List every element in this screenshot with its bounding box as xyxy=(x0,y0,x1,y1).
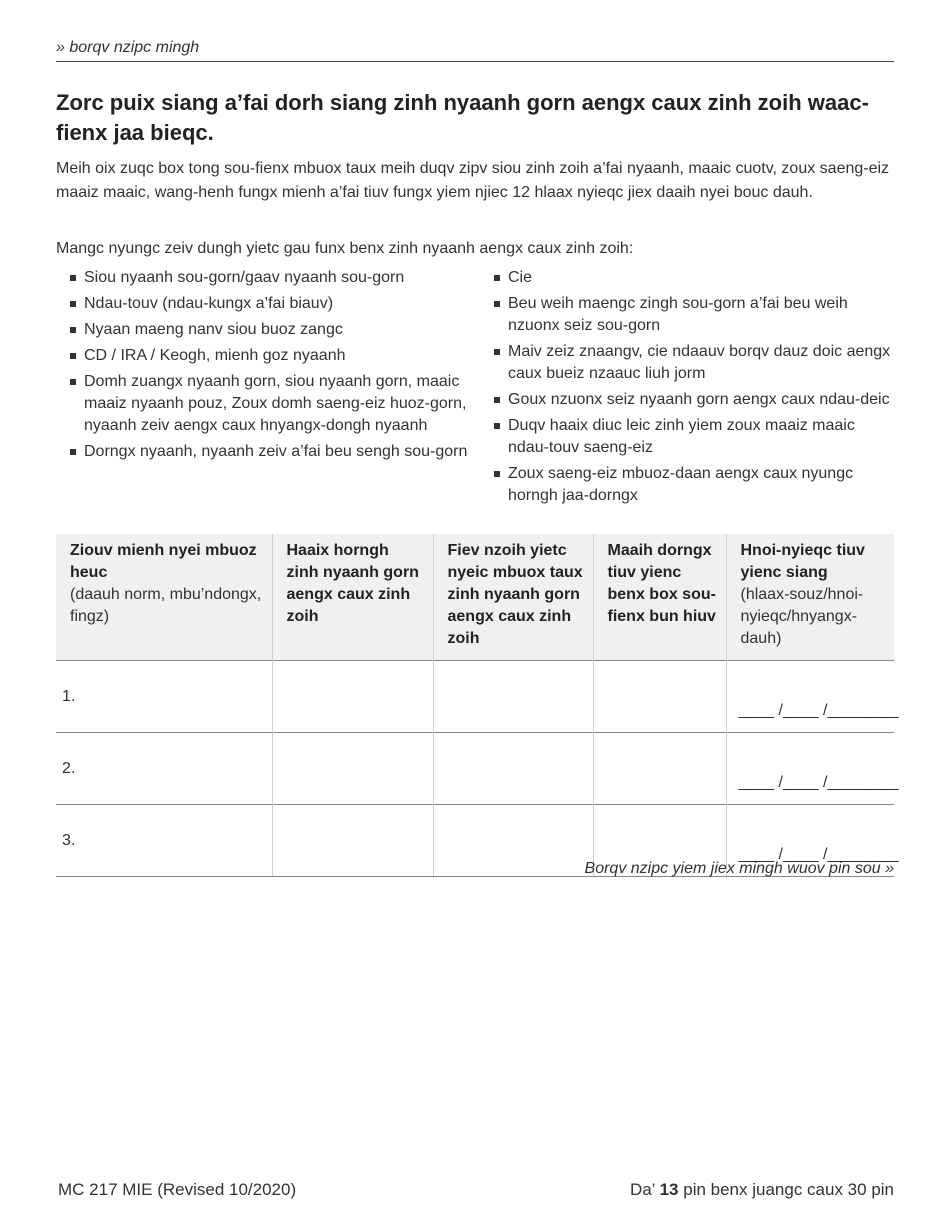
column-header-asset-description xyxy=(433,534,593,661)
list-item: Maiv zeiz znaangv, cie ndaauv borqv dauz doic aengx caux bueiz nzaauc liuh jorm xyxy=(494,341,894,385)
header-bold-text: Fiev nzoih yietc nyeic mbuox taux zinh nyaanh gorn aengx caux zinh zoih xyxy=(447,542,583,647)
asset-description-cell[interactable] xyxy=(433,661,593,733)
list-item: Dorngx nyaanh, nyaanh zeiv a’fai beu sengh sou-gorn xyxy=(70,441,494,463)
list-lead-text: Mangc nyungc zeiv dungh yietc gau funx benx zinh nyaanh aengx caux zinh zoih: xyxy=(56,240,634,257)
page-number xyxy=(630,1180,894,1200)
header-bold-text: Maaih dorngx tiuv yienc benx box sou-fienx bun hiuv xyxy=(607,542,716,625)
asset-type-cell[interactable] xyxy=(272,733,433,805)
date-field[interactable]: ____ /____ /________ xyxy=(726,805,894,877)
running-header: » borqv nzipc mingh xyxy=(56,39,894,62)
asset-list-right xyxy=(494,267,894,511)
list-item: CD / IRA / Keogh, mienh goz nyaanh xyxy=(70,345,494,367)
header-bold-text: Ziouv mienh nyei mbuoz heuc xyxy=(70,542,257,581)
list-item: Domh zuangx nyaanh gorn, siou nyaanh gorn, maaic maaiz nyaanh pouz, Zoux domh saeng-eiz huoz-gorn, nyaanh zeiv aengx caux hnyangx-dongh nyaanh xyxy=(70,371,494,437)
header-bold-text: Hnoi-nyieqc tiuv yienc siang xyxy=(740,542,865,581)
column-header-asset-type xyxy=(272,534,433,661)
section-title: Zorc puix siang a’fai dorh siang zinh nyaanh gorn aengx caux zinh zoih waac-fienx jaa bieqc. xyxy=(56,90,869,145)
list-item: Duqv haaix diuc leic zinh yiem zoux maaiz maaic ndau-touv saeng-eiz xyxy=(494,415,894,459)
date-field[interactable]: ____ /____ /________ xyxy=(726,733,894,805)
table-row xyxy=(56,733,894,805)
column-header-proof-available xyxy=(593,534,726,661)
page-number-value: 13 xyxy=(659,1180,679,1199)
intro-paragraph: Meih oix zuqc box tong sou-fienx mbuox taux meih duqv zipv siou zinh zoih a’fai nyaanh, maaic cuotv, zoux saeng-eiz maaiz maaic, wang-henh fungx mienh a’fai tiuv fungx yiem njiec 12 hlaax nyieqc jiex daaih nyei bouc dauh. xyxy=(56,160,890,201)
asset-list-left xyxy=(70,267,494,511)
asset-type-cell[interactable] xyxy=(272,661,433,733)
list-item: Nyaan maeng nanv siou buoz zangc xyxy=(70,319,494,341)
row-number-cell[interactable]: 1. xyxy=(56,661,272,733)
form-id: MC 217 MIE (Revised 10/2020) xyxy=(58,1180,297,1199)
list-item: Cie xyxy=(494,267,894,289)
proof-cell[interactable] xyxy=(593,733,726,805)
continue-note: Borqv nzipc yiem jiex mingh wuov pin sou » xyxy=(584,860,894,877)
page-suffix: pin benx juangc caux 30 pin xyxy=(683,1180,894,1199)
proof-cell[interactable] xyxy=(593,661,726,733)
page-prefix: Da’ xyxy=(629,1180,655,1199)
list-item: Goux nzuonx seiz nyaanh gorn aengx caux ndau-deic xyxy=(494,389,894,411)
header-note-text: (daauh norm, mbu’ndongx, fingz) xyxy=(70,586,262,625)
list-item: Ndau-touv (ndau-kungx a’fai biauv) xyxy=(70,293,494,315)
list-item: Beu weih maengc zingh sou-gorn a’fai beu weih nzuonx seiz sou-gorn xyxy=(494,293,894,337)
column-header-owner-name xyxy=(56,534,272,661)
date-field[interactable]: ____ /____ /________ xyxy=(726,661,894,733)
asset-description-cell[interactable] xyxy=(433,733,593,805)
list-item: Zoux saeng-eiz mbuoz-daan aengx caux nyungc horngh jaa-dorngx xyxy=(494,463,894,507)
header-note-text: (hlaax-souz/hnoi-nyieqc/hnyangx-dauh) xyxy=(740,586,864,647)
column-header-date xyxy=(726,534,894,661)
header-bold-text: Haaix horngh zinh nyaanh gorn aengx caux zinh zoih xyxy=(286,542,419,625)
row-number-cell[interactable]: 2. xyxy=(56,733,272,805)
table-header-row xyxy=(56,534,894,661)
asset-table xyxy=(56,534,899,877)
table-row xyxy=(56,661,894,733)
row-number-cell[interactable]: 3. xyxy=(56,805,272,877)
list-item: Siou nyaanh sou-gorn/gaav nyaanh sou-gorn xyxy=(70,267,494,289)
asset-type-list xyxy=(70,267,894,511)
